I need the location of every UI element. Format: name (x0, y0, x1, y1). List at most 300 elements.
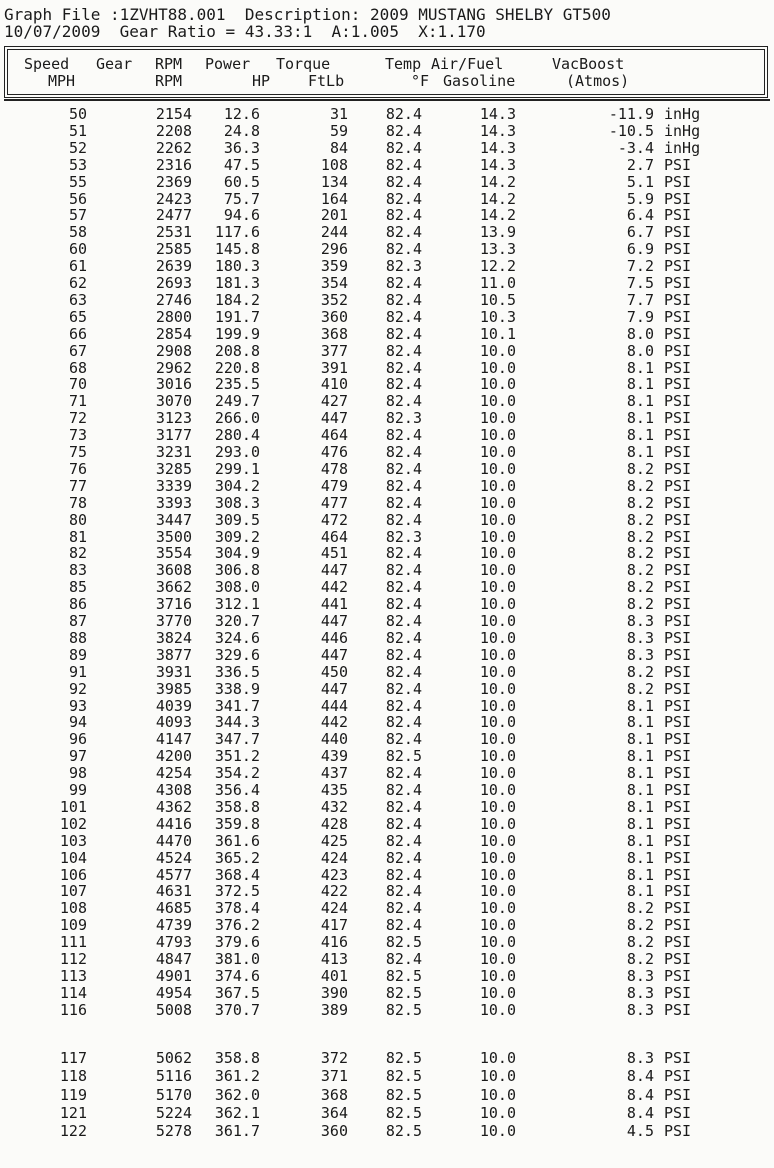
cell-airfuel: 10.0 (479, 1103, 516, 1122)
cell-power: 324.6 (214, 628, 260, 647)
cell-power: 181.3 (214, 274, 260, 292)
cell-torque: 423 (320, 865, 348, 884)
cell-torque: 108 (320, 155, 348, 174)
cell-speed: 99 (68, 781, 87, 799)
cell-temp: 82.4 (385, 679, 422, 698)
cell-vacboost: 8.3 (626, 612, 654, 630)
cell-power: 180.3 (214, 257, 260, 276)
cell-rpm: 4577 (155, 865, 192, 884)
cell-speed: 108 (59, 899, 87, 918)
cell-airfuel: 10.0 (479, 1122, 516, 1141)
cell-power: 341.7 (214, 696, 260, 715)
cell-vacboost: 6.4 (626, 206, 654, 225)
cell-torque: 424 (320, 899, 348, 918)
cell-speed: 80 (68, 510, 87, 529)
cell-airfuel: 10.0 (479, 747, 516, 766)
cell-speed: 117 (59, 1049, 87, 1067)
cell-rpm: 3447 (155, 510, 192, 529)
cell-torque: 164 (320, 189, 348, 208)
cell-temp: 82.4 (385, 476, 422, 495)
cell-airfuel: 13.9 (479, 223, 516, 242)
cell-airfuel: 10.0 (479, 1000, 516, 1019)
cell-unit: inHg (664, 121, 701, 140)
cell-unit: PSI (664, 493, 692, 512)
cell-vacboost: 8.2 (626, 476, 654, 495)
cell-vacboost: 7.5 (626, 274, 654, 292)
cell-torque: 476 (320, 443, 348, 461)
cell-unit: PSI (664, 392, 692, 411)
cell-airfuel: 10.0 (479, 983, 516, 1002)
cell-temp: 82.4 (385, 324, 422, 343)
cell-airfuel: 10.0 (479, 645, 516, 664)
cell-power: 36.3 (223, 138, 260, 157)
cell-unit: PSI (664, 155, 692, 174)
cell-unit: PSI (664, 983, 692, 1002)
cell-torque: 437 (320, 764, 348, 783)
cell-unit: PSI (664, 882, 692, 901)
cell-airfuel: 10.0 (479, 628, 516, 647)
cell-torque: 364 (320, 1103, 348, 1122)
cell-airfuel: 10.0 (479, 865, 516, 884)
cell-temp: 82.5 (385, 1103, 422, 1122)
cell-power: 378.4 (214, 899, 260, 918)
cell-airfuel: 10.0 (479, 679, 516, 698)
cell-speed: 65 (68, 307, 87, 326)
cell-speed: 52 (68, 138, 87, 157)
cell-power: 191.7 (214, 307, 260, 326)
cell-rpm: 2262 (155, 138, 192, 157)
cell-torque: 368 (320, 324, 348, 343)
cell-rpm: 2531 (155, 223, 192, 242)
cell-power: 320.7 (214, 612, 260, 630)
cell-airfuel: 10.0 (479, 1049, 516, 1067)
cell-torque: 377 (320, 341, 348, 360)
cell-temp: 82.4 (385, 459, 422, 478)
cell-rpm: 3877 (155, 645, 192, 664)
cell-airfuel: 10.0 (479, 341, 516, 360)
cell-temp: 82.4 (385, 172, 422, 191)
cell-torque: 360 (320, 307, 348, 326)
cell-power: 362.1 (214, 1103, 260, 1122)
cell-unit: PSI (664, 966, 692, 985)
cell-temp: 82.4 (385, 155, 422, 174)
cell-temp: 82.5 (385, 1049, 422, 1067)
cell-torque: 413 (320, 950, 348, 968)
cell-unit: PSI (664, 916, 692, 935)
cell-vacboost: 8.2 (626, 544, 654, 563)
cell-rpm: 5008 (155, 1000, 192, 1019)
cell-rpm: 3500 (155, 527, 192, 546)
cell-airfuel: 10.0 (479, 882, 516, 901)
cell-torque: 472 (320, 510, 348, 529)
cell-unit: PSI (664, 797, 692, 816)
cell-temp: 82.4 (385, 612, 422, 630)
cell-power: 351.2 (214, 747, 260, 766)
cell-airfuel: 10.0 (479, 578, 516, 597)
cell-rpm: 3393 (155, 493, 192, 512)
cell-airfuel: 10.0 (479, 916, 516, 935)
cell-rpm: 3339 (155, 476, 192, 495)
cell-torque: 360 (320, 1122, 348, 1141)
cell-temp: 82.4 (385, 662, 422, 681)
cell-torque: 428 (320, 814, 348, 833)
cell-temp: 82.4 (385, 443, 422, 461)
cell-vacboost: 8.1 (626, 882, 654, 901)
cell-vacboost: 8.2 (626, 561, 654, 580)
cell-speed: 119 (59, 1085, 87, 1104)
cell-speed: 85 (68, 578, 87, 597)
cell-unit: PSI (664, 781, 692, 799)
cell-airfuel: 10.0 (479, 730, 516, 749)
cell-temp: 82.4 (385, 426, 422, 445)
cell-power: 359.8 (214, 814, 260, 833)
cell-vacboost: 5.9 (626, 189, 654, 208)
cell-temp: 82.4 (385, 240, 422, 259)
cell-rpm: 3231 (155, 443, 192, 461)
cell-unit: PSI (664, 628, 692, 647)
cell-unit: PSI (664, 223, 692, 242)
cell-temp: 82.3 (385, 527, 422, 546)
cell-airfuel: 10.0 (479, 392, 516, 411)
cell-power: 379.6 (214, 933, 260, 952)
cell-rpm: 4793 (155, 933, 192, 952)
cell-unit: PSI (664, 578, 692, 597)
cell-airfuel: 10.0 (479, 595, 516, 614)
cell-rpm: 3070 (155, 392, 192, 411)
cell-vacboost: 7.9 (626, 307, 654, 326)
cell-vacboost: 8.4 (626, 1067, 654, 1086)
cell-speed: 76 (68, 459, 87, 478)
cell-airfuel: 10.0 (479, 797, 516, 816)
cell-vacboost: 8.1 (626, 747, 654, 766)
cell-power: 117.6 (214, 223, 260, 242)
cell-unit: PSI (664, 1085, 692, 1104)
cell-torque: 451 (320, 544, 348, 563)
cell-rpm: 4039 (155, 696, 192, 715)
cell-power: 329.6 (214, 645, 260, 664)
cell-temp: 82.4 (385, 781, 422, 799)
cell-speed: 114 (59, 983, 87, 1002)
cell-temp: 82.5 (385, 747, 422, 766)
cell-vacboost: -11.9 (608, 105, 654, 123)
cell-vacboost: 8.1 (626, 392, 654, 411)
cell-unit: PSI (664, 189, 692, 208)
cell-torque: 464 (320, 426, 348, 445)
cell-temp: 82.4 (385, 797, 422, 816)
header-line-1: Graph File :1ZVHT88.001 Description: 2009 MUSTANG SHELBY GT500 (4, 5, 611, 24)
cell-power: 304.9 (214, 544, 260, 563)
cell-torque: 390 (320, 983, 348, 1002)
cell-power: 361.7 (214, 1122, 260, 1141)
cell-unit: inHg (664, 105, 701, 123)
cell-rpm: 2639 (155, 257, 192, 276)
cell-power: 356.4 (214, 781, 260, 799)
cell-airfuel: 10.0 (479, 848, 516, 867)
cell-airfuel: 14.3 (479, 155, 516, 174)
cell-airfuel: 14.2 (479, 172, 516, 191)
cell-power: 145.8 (214, 240, 260, 259)
cell-airfuel: 10.0 (479, 510, 516, 529)
cell-torque: 389 (320, 1000, 348, 1019)
cell-vacboost: 8.3 (626, 1000, 654, 1019)
cell-speed: 58 (68, 223, 87, 242)
cell-airfuel: 10.5 (479, 290, 516, 309)
cell-power: 361.6 (214, 831, 260, 850)
cell-temp: 82.4 (385, 713, 422, 732)
cell-speed: 101 (59, 797, 87, 816)
cell-unit: PSI (664, 375, 692, 394)
cell-speed: 56 (68, 189, 87, 208)
cell-rpm: 5170 (155, 1085, 192, 1104)
cell-speed: 113 (59, 966, 87, 985)
cell-speed: 116 (59, 1000, 87, 1019)
cell-unit: PSI (664, 476, 692, 495)
cell-power: 47.5 (223, 155, 260, 174)
cell-speed: 53 (68, 155, 87, 174)
cell-torque: 410 (320, 375, 348, 394)
cell-temp: 82.5 (385, 1067, 422, 1086)
cell-unit: PSI (664, 426, 692, 445)
cell-power: 309.2 (214, 527, 260, 546)
cell-speed: 102 (59, 814, 87, 833)
unit-degf: °F (411, 72, 430, 90)
unit-hp: HP (252, 72, 271, 90)
cell-vacboost: 8.1 (626, 730, 654, 749)
cell-temp: 82.3 (385, 409, 422, 428)
cell-rpm: 5278 (155, 1122, 192, 1141)
cell-power: 376.2 (214, 916, 260, 935)
cell-speed: 106 (59, 865, 87, 884)
cell-power: 344.3 (214, 713, 260, 732)
cell-rpm: 3016 (155, 375, 192, 394)
cell-power: 354.2 (214, 764, 260, 783)
cell-torque: 439 (320, 747, 348, 766)
cell-torque: 440 (320, 730, 348, 749)
cell-airfuel: 10.0 (479, 409, 516, 428)
cell-temp: 82.3 (385, 257, 422, 276)
cell-temp: 82.4 (385, 764, 422, 783)
cell-vacboost: 8.1 (626, 865, 654, 884)
cell-torque: 296 (320, 240, 348, 259)
cell-vacboost: 8.3 (626, 1049, 654, 1067)
cell-speed: 107 (59, 882, 87, 901)
cell-torque: 352 (320, 290, 348, 309)
cell-temp: 82.5 (385, 1000, 422, 1019)
cell-temp: 82.4 (385, 510, 422, 529)
cell-rpm: 4147 (155, 730, 192, 749)
cell-power: 280.4 (214, 426, 260, 445)
cell-torque: 84 (329, 138, 348, 157)
cell-speed: 62 (68, 274, 87, 292)
cell-torque: 372 (320, 1049, 348, 1067)
cell-speed: 66 (68, 324, 87, 343)
cell-unit: PSI (664, 865, 692, 884)
cell-rpm: 3985 (155, 679, 192, 698)
cell-unit: PSI (664, 172, 692, 191)
cell-torque: 427 (320, 392, 348, 411)
cell-speed: 91 (68, 662, 87, 681)
cell-unit: PSI (664, 409, 692, 428)
unit-rpm: RPM (155, 72, 183, 90)
cell-power: 293.0 (214, 443, 260, 461)
cell-vacboost: 8.3 (626, 628, 654, 647)
cell-vacboost: 8.2 (626, 527, 654, 546)
cell-rpm: 2585 (155, 240, 192, 259)
cell-vacboost: 8.0 (626, 341, 654, 360)
cell-rpm: 4901 (155, 966, 192, 985)
cell-speed: 83 (68, 561, 87, 580)
cell-speed: 81 (68, 527, 87, 546)
cell-airfuel: 10.0 (479, 1085, 516, 1104)
cell-temp: 82.4 (385, 493, 422, 512)
cell-speed: 68 (68, 358, 87, 377)
cell-unit: PSI (664, 1067, 692, 1086)
unit-gasoline: Gasoline (443, 72, 516, 90)
cell-vacboost: 8.3 (626, 983, 654, 1002)
cell-speed: 93 (68, 696, 87, 715)
cell-rpm: 5116 (155, 1067, 192, 1086)
cell-airfuel: 10.0 (479, 933, 516, 952)
cell-torque: 371 (320, 1067, 348, 1086)
cell-rpm: 2316 (155, 155, 192, 174)
cell-power: 336.5 (214, 662, 260, 681)
cell-unit: PSI (664, 443, 692, 461)
cell-rpm: 4685 (155, 899, 192, 918)
cell-power: 308.3 (214, 493, 260, 512)
cell-vacboost: 2.7 (626, 155, 654, 174)
cell-power: 358.8 (214, 797, 260, 816)
cell-speed: 72 (68, 409, 87, 428)
cell-speed: 94 (68, 713, 87, 732)
cell-speed: 82 (68, 544, 87, 563)
cell-vacboost: 8.2 (626, 578, 654, 597)
cell-speed: 112 (59, 950, 87, 968)
cell-speed: 121 (59, 1103, 87, 1122)
cell-torque: 450 (320, 662, 348, 681)
cell-speed: 63 (68, 290, 87, 309)
cell-torque: 464 (320, 527, 348, 546)
cell-airfuel: 10.0 (479, 966, 516, 985)
cell-torque: 391 (320, 358, 348, 377)
cell-rpm: 2208 (155, 121, 192, 140)
cell-airfuel: 10.0 (479, 561, 516, 580)
col-vacboost: VacBoost (552, 55, 625, 73)
cell-vacboost: 8.1 (626, 814, 654, 833)
cell-speed: 104 (59, 848, 87, 867)
cell-power: 12.6 (223, 105, 260, 123)
cell-vacboost: 8.1 (626, 443, 654, 461)
cell-unit: PSI (664, 307, 692, 326)
cell-rpm: 4308 (155, 781, 192, 799)
cell-vacboost: 8.1 (626, 426, 654, 445)
cell-speed: 89 (68, 645, 87, 664)
cell-airfuel: 10.0 (479, 764, 516, 783)
cell-power: 361.2 (214, 1067, 260, 1086)
cell-unit: PSI (664, 730, 692, 749)
cell-vacboost: 8.1 (626, 409, 654, 428)
cell-power: 374.6 (214, 966, 260, 985)
cell-rpm: 2693 (155, 274, 192, 292)
cell-vacboost: 7.7 (626, 290, 654, 309)
cell-temp: 82.4 (385, 848, 422, 867)
cell-airfuel: 14.3 (479, 121, 516, 140)
cell-unit: inHg (664, 138, 701, 157)
cell-temp: 82.4 (385, 916, 422, 935)
cell-vacboost: -3.4 (617, 138, 654, 157)
cell-vacboost: 8.1 (626, 375, 654, 394)
cell-rpm: 4470 (155, 831, 192, 850)
cell-unit: PSI (664, 933, 692, 952)
cell-airfuel: 10.0 (479, 358, 516, 377)
cell-unit: PSI (664, 595, 692, 614)
cell-rpm: 3770 (155, 612, 192, 630)
cell-vacboost: 7.2 (626, 257, 654, 276)
cell-torque: 478 (320, 459, 348, 478)
cell-rpm: 5062 (155, 1049, 192, 1067)
unit-mph: MPH (48, 72, 76, 90)
cell-speed: 57 (68, 206, 87, 225)
cell-speed: 61 (68, 257, 87, 276)
col-temp: Temp (385, 55, 422, 73)
cell-speed: 111 (59, 933, 87, 952)
cell-rpm: 2154 (155, 105, 192, 123)
cell-vacboost: 8.4 (626, 1085, 654, 1104)
cell-power: 308.0 (214, 578, 260, 597)
cell-torque: 368 (320, 1085, 348, 1104)
cell-torque: 447 (320, 409, 348, 428)
cell-rpm: 4254 (155, 764, 192, 783)
cell-unit: PSI (664, 831, 692, 850)
cell-speed: 60 (68, 240, 87, 259)
cell-torque: 401 (320, 966, 348, 985)
unit-ftlb: FtLb (308, 72, 345, 90)
cell-unit: PSI (664, 1122, 692, 1141)
cell-vacboost: 4.5 (626, 1122, 654, 1141)
cell-speed: 87 (68, 612, 87, 630)
cell-speed: 77 (68, 476, 87, 495)
cell-torque: 442 (320, 578, 348, 597)
cell-vacboost: 8.2 (626, 459, 654, 478)
cell-torque: 442 (320, 713, 348, 732)
col-airfuel: Air/Fuel (431, 55, 504, 73)
cell-torque: 444 (320, 696, 348, 715)
cell-rpm: 3716 (155, 595, 192, 614)
cell-speed: 71 (68, 392, 87, 411)
cell-temp: 82.4 (385, 307, 422, 326)
cell-vacboost: -10.5 (608, 121, 654, 140)
cell-speed: 70 (68, 375, 87, 394)
cell-rpm: 4847 (155, 950, 192, 968)
cell-temp: 82.4 (385, 206, 422, 225)
cell-temp: 82.4 (385, 189, 422, 208)
cell-rpm: 2854 (155, 324, 192, 343)
cell-vacboost: 8.1 (626, 358, 654, 377)
cell-unit: PSI (664, 950, 692, 968)
cell-temp: 82.4 (385, 274, 422, 292)
cell-unit: PSI (664, 324, 692, 343)
cell-unit: PSI (664, 510, 692, 529)
cell-vacboost: 8.2 (626, 595, 654, 614)
cell-rpm: 3285 (155, 459, 192, 478)
cell-unit: PSI (664, 341, 692, 360)
cell-airfuel: 14.3 (479, 138, 516, 157)
cell-unit: PSI (664, 206, 692, 225)
cell-torque: 432 (320, 797, 348, 816)
cell-airfuel: 10.0 (479, 527, 516, 546)
cell-vacboost: 8.2 (626, 679, 654, 698)
cell-temp: 82.5 (385, 1122, 422, 1141)
col-speed: Speed (24, 55, 70, 73)
